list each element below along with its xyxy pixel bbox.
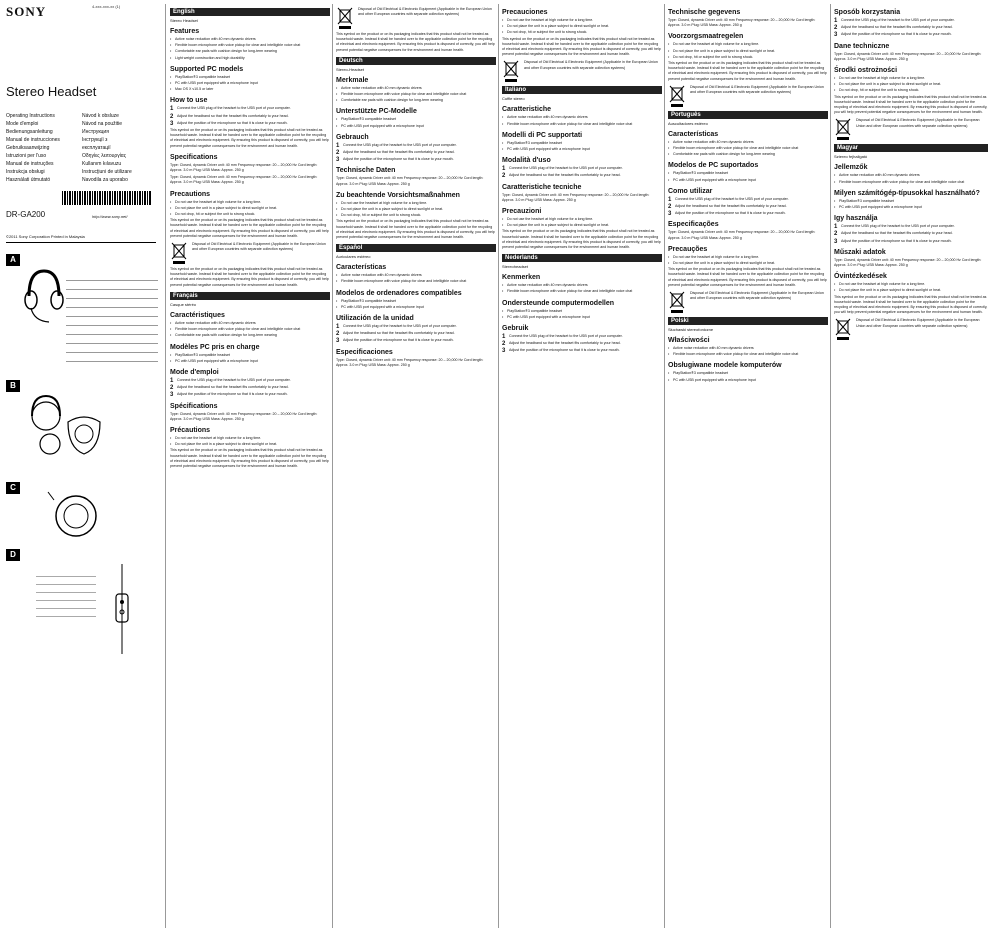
language-item: Navodila za uporabo <box>82 177 128 183</box>
step-item: 2 Adjust the headband so that the headset fits comfortably to your head. <box>170 113 289 120</box>
part-number: 4-xxx-xxx-xx (1) <box>92 4 121 9</box>
disposal-text: Disposal of Old Electrical & Electronic Equipment (Applicable in the European Union and other European countries with separate collection systems) <box>690 291 824 301</box>
language-header-spanish: Español <box>336 244 496 252</box>
weee-notice <box>668 291 828 313</box>
section-heading: Dane techniczne <box>834 42 890 50</box>
bullet-item: • PC with USB port equipped with a microphone input <box>502 147 662 152</box>
bullet-item: • PC with USB port equipped with a microphone input <box>834 205 988 210</box>
step-item: 2 Adjust the headband so that the headset fits comfortably to your head. <box>336 150 455 157</box>
copyright: ©2011 Sony Corporation Printed in Malaysia <box>6 234 156 243</box>
step-text: Connect the USB plug of the headset to the USB port of your computer. <box>841 224 955 229</box>
bullet-item: • Active noise reduction with 40 mm dynamic drivers <box>502 283 662 288</box>
bullet-item: • PlayStation®3 compatible headset <box>170 75 330 80</box>
section-heading: Especificaciones <box>336 348 393 356</box>
bullet-item: • Active noise reduction with 40 mm dynamic drivers <box>668 346 828 351</box>
subtitle: Stereo Headset <box>170 18 198 23</box>
step-item: 2 Adjust the headband so that the headset fits comfortably to your head. <box>502 341 621 348</box>
section-heading: Gebruik <box>502 325 529 333</box>
bullet-item: • PlayStation®3 compatible headset <box>834 199 988 204</box>
bullet-item: • Active noise reduction with 40 mm dynamic drivers <box>668 140 828 145</box>
language-item: Gebruiksaanwijzing <box>6 145 50 151</box>
crossed-bin-icon <box>170 242 188 264</box>
bullet-item: • Do not use the headset at high volume for a long time. <box>170 200 330 205</box>
subtitle: Casque stéréo <box>170 301 197 307</box>
disposal-text: Disposal of Old Electrical & Electronic Equipment (Applicable in the European Union and other European countries with separate collection systems) <box>856 118 980 128</box>
language-header-polish: Polski <box>668 317 828 325</box>
section-heading: Modelos de ordenadores compatibles <box>336 289 462 297</box>
product-title: Stereo Headset <box>6 84 97 99</box>
step-text: Connect the USB plug of the headset to the USB port of your computer. <box>343 142 457 147</box>
bullet-item: • PC with USB port equipped with a microphone input <box>502 315 662 320</box>
step-text: Adjust the headband so that the headset fits comfortably to your head. <box>343 331 455 336</box>
bullet-item: • Do not drop, hit or subject the unit to strong shock. <box>336 213 496 218</box>
language-item: Návod na použitie <box>82 121 123 127</box>
weee-notice <box>336 7 496 29</box>
bullet-item: • Comfortable ear pads with cushion design for long-term wearing <box>336 98 496 103</box>
step-text: Adjust the position of the microphone so that it is close to your mouth. <box>509 348 620 353</box>
step-text: Adjust the position of the microphone so that it is close to your mouth. <box>177 392 288 397</box>
subtitle: Auriculares estéreo <box>336 254 371 260</box>
section-heading: Supported PC models <box>170 65 244 73</box>
section-heading: Precauzioni <box>502 208 542 216</box>
bullet-item: • PC with USB port equipped with a microphone input <box>170 81 330 86</box>
language-list-left <box>6 112 60 184</box>
step-item: 1 Connect the USB plug of the headset to the USB port of your computer. <box>336 324 457 331</box>
weee-notice <box>834 118 988 140</box>
bullet-item: • Do not drop, hit or subject the unit to strong shock. <box>668 55 828 60</box>
step-item: 1 Connect the USB plug of the headset to the USB port of your computer. <box>502 166 623 173</box>
bullet-item: • Flexible boom microphone with voice pickup for clear and intelligible voice chat <box>502 122 662 127</box>
spec-lines: Type: Closed, dynamic Driver unit: 40 mm Frequency response: 20 – 20,000 Hz Cord length: Approx. 3.0 m Plug: USB Mass: Approx. 250 g <box>834 51 982 61</box>
section-heading: Gebrauch <box>336 133 369 141</box>
column-divider <box>830 4 831 928</box>
bullet-item: • Light weight construction and high durability <box>170 56 330 61</box>
language-item: Használati útmutató <box>6 177 51 183</box>
section-heading: Unterstützte PC-Modelle <box>336 108 417 116</box>
step-text: Adjust the position of the microphone so that it is close to your mouth. <box>841 238 952 243</box>
bullet-item: • Do not use the headset at high volume for a long time. <box>834 282 988 287</box>
step-text: Connect the USB plug of the headset to the USB port of your computer. <box>509 166 623 171</box>
crossed-bin-icon <box>336 7 354 29</box>
bullet-item: • Flexible boom microphone with voice pickup for clear and intelligible voice chat <box>502 289 662 294</box>
bullet-item: • Active noise reduction with 40 mm dynamic drivers <box>834 173 988 178</box>
step-item: 1 Connect the USB plug of the headset to the USB port of your computer. <box>834 18 955 24</box>
step-text: Adjust the headband so that the headset fits comfortably to your head. <box>841 231 953 236</box>
bullet-item: • Do not use the headset at high volume for a long time. <box>668 255 828 260</box>
column-divider <box>332 4 333 928</box>
section-heading: Specifications <box>170 153 218 161</box>
bullet-item: • Flexible boom microphone with voice pickup for clear and intelligible voice chat <box>668 352 828 357</box>
bullet-item: • Flexible boom microphone with voice pickup for clear and intelligible voice chat <box>170 327 330 332</box>
crossed-bin-icon <box>668 291 686 313</box>
figure-label-a: A <box>6 254 20 266</box>
bullet-item: • Comfortable ear pads with cushion design for long-term wearing <box>170 49 330 54</box>
bullet-item: • Comfortable ear pads with cushion design for long-term wearing <box>170 333 330 338</box>
section-heading: Caractéristiques <box>170 311 225 319</box>
step-item: 3 Adjust the position of the microphone so that it is close to your mouth. <box>170 392 288 399</box>
bullet-item: • Do not place the unit in a place subject to direct sunlight or heat. <box>170 442 330 447</box>
bullet-item: • Flexible boom microphone with voice pickup for clear and intelligible voice chat <box>336 92 496 97</box>
bullet-item: • Do not use the headset at high volume for a long time. <box>668 42 828 47</box>
section-heading: Środki ostrożności <box>834 67 898 75</box>
disposal-text: Disposal of Old Electrical & Electronic Equipment (Applicable in the European Union and other European countries with separate collection systems) <box>690 84 824 95</box>
bullet-item: • PC with USB port equipped with a microphone input <box>336 124 496 129</box>
bullet-item: • PC with USB port equipped with a microphone input <box>170 359 330 364</box>
step-text: Adjust the headband so that the headset fits comfortably to your head. <box>343 150 455 155</box>
bullet-item: • Flexible boom microphone with voice pickup for clear and intelligible voice chat <box>336 279 496 284</box>
language-item: експлуатації <box>82 145 111 151</box>
weee-notice <box>170 242 330 264</box>
language-item: Bedienungsanleitung <box>6 129 53 135</box>
step-item: 1 Connect the USB plug of the headset to the USB port of your computer. <box>336 142 457 149</box>
section-heading: Kenmerken <box>502 274 541 282</box>
figure-d-callouts <box>36 569 96 617</box>
paragraph: This symbol on the product or on its packaging indicates that this product shall not be treated as household waste. Instead it shall be handed over to the applicable collection point for the recycling of electrical and electronic equipment. By ensuring this product is disposed of correctly, you will help prevent potential negative consequences for the environment and human health. <box>668 267 827 287</box>
weee-notice <box>502 60 662 82</box>
section-heading: Caratteristiche <box>502 106 552 114</box>
step-item: 3 Adjust the position of the microphone so that it is close to your mouth. <box>170 120 288 127</box>
step-text: Connect the USB plug of the headset to the USB port of your computer. <box>509 334 623 339</box>
section-heading: Milyen számítógép-típusokkal használható? <box>834 189 980 197</box>
section-heading: Precauciones <box>502 9 548 16</box>
step-text: Adjust the position of the microphone so that it is close to your mouth. <box>343 338 454 343</box>
bullet-item: • Do not place the unit in a place subject to direct sunlight or heat. <box>336 207 496 212</box>
section-heading: Características <box>336 264 387 272</box>
step-text: Adjust the headband so that the headset fits comfortably to your head. <box>509 341 621 346</box>
bullet-item: • PC with USB port equipped with a microphone input <box>668 378 828 383</box>
disposal-text: Disposal of Old Electrical & Electronic Equipment (Applicable in the European Union and other European countries with separate collection systems) <box>856 318 980 328</box>
step-text: Connect the USB plug of the headset to the USB port of your computer. <box>841 18 955 22</box>
paragraph: This symbol on the product or on its packaging indicates that this product shall not be treated as household waste. Instead it shall be handed over to the applicable collection point for the recycling of electrical and electronic equipment. By ensuring this product is disposed of correctly, you will help prevent potential negative consequences for the environment and human health. <box>834 294 988 315</box>
section-heading: Features <box>170 28 200 35</box>
section-heading: Utilización de la unidad <box>336 315 414 323</box>
bullet-item: • PlayStation®3 compatible headset <box>668 371 828 376</box>
section-heading: Technische gegevens <box>668 9 741 16</box>
step-item: 2 Adjust the headband so that the headset fits comfortably to your head. <box>502 173 621 180</box>
bullet-item: • Do not use the headset at high volume for a long time. <box>170 436 330 441</box>
bullet-item: • Do not drop, hit or subject the unit to strong shock. <box>170 212 330 217</box>
spec-lines: Type: Closed, dynamic Driver unit: 40 mm Frequency response: 20 – 20,000 Hz Cord length: Approx. 3.0 m Plug: USB Mass: Approx. 250 g <box>170 162 318 173</box>
headset-figure-a <box>24 266 64 326</box>
section-heading: Modelos de PC suportados <box>668 162 759 170</box>
figure-label-b: B <box>6 380 20 392</box>
bullet-item: • Active noise reduction with 40 mm dynamic drivers <box>502 115 662 120</box>
step-item: 2 Adjust the headband so that the headset fits comfortably to your head. <box>668 204 787 211</box>
language-header-portuguese: Português <box>668 111 828 119</box>
bullet-item: • Active noise reduction with 40 mm dynamic drivers <box>170 321 330 326</box>
paragraph: This symbol on the product or on its packaging indicates that this product shall not be treated as household waste. Instead it shall be handed over to the applicable collection point for the recycling of electrical and electronic equipment. By ensuring this product is disposed of correctly, you will help prevent potential negative consequences for the environment and human health. <box>170 448 329 468</box>
bullet-item: • PlayStation®3 compatible headset <box>336 299 496 304</box>
section-heading: Merkmale <box>336 76 369 84</box>
barcode <box>62 191 152 205</box>
bullet-item: • Flexible boom microphone with voice pickup for clear and intelligible voice chat <box>834 180 988 185</box>
step-item: 2 Adjust the headband so that the headset fits comfortably to your head. <box>170 385 289 392</box>
bullet-item: • Do not place the unit in a place subject to direct sunlight or heat. <box>170 206 330 211</box>
section-heading: Precautions <box>170 190 211 198</box>
bullet-item: • PlayStation®3 compatible headset <box>502 141 662 146</box>
section-heading: Modèles PC pris en charge <box>170 343 260 351</box>
bullet-item: • PlayStation®3 compatible headset <box>668 171 828 176</box>
language-header-french: Français <box>170 292 330 300</box>
column-italian-dutch <box>502 4 662 928</box>
language-item: Kullanım kılavuzu <box>82 161 122 167</box>
section-heading: Óvintézkedések <box>834 273 887 281</box>
language-item: Návod k obsluze <box>82 113 119 119</box>
language-item: Інструкції з <box>82 137 108 143</box>
subtitle: Stereoheadset <box>502 264 529 270</box>
bullet-item: • Do not use the headset at high volume for a long time. <box>502 217 662 222</box>
subtitle: Auscultadores estéreo <box>668 120 708 126</box>
bullet-item: • PlayStation®3 compatible headset <box>336 117 496 122</box>
subtitle: Stereo-Headset <box>336 66 365 72</box>
paragraph: This symbol on the product or on its packaging indicates that this product shall not be treated as household waste. Instead it shall be handed over to the applicable collection point for the recycling of electrical and electronic equipment. By ensuring this product is disposed of correctly, you will help prevent potential negative consequences for the environment and human health. <box>336 219 495 240</box>
step-item: 2 Adjust the headband so that the headset fits comfortably to your head. <box>336 331 455 338</box>
spec-lines: Type: Closed, dynamic Driver unit: 40 mm Frequency response: 20 – 20,000 Hz Cord length: Approx. 3.0 m Plug: USB Mass: Approx. 250 g <box>502 192 650 202</box>
step-item: 1 Connect the USB plug of the headset to the USB port of your computer. <box>834 224 955 231</box>
language-list-right <box>82 112 132 184</box>
step-text: Connect the USB plug of the headset to the USB port of your computer. <box>343 324 457 329</box>
figure-a-callouts <box>66 272 158 362</box>
step-item: 1 Connect the USB plug of the headset to the USB port of your computer. <box>170 377 291 384</box>
figure-label-d: D <box>6 549 20 561</box>
step-item: 2 Adjust the headband so that the headset fits comfortably to your head. <box>834 231 953 238</box>
language-item: Istruzioni per l'uso <box>6 153 47 159</box>
language-header-dutch: Nederlands <box>502 254 662 262</box>
step-text: Connect the USB plug of the headset to the USB port of your computer. <box>675 196 789 201</box>
language-item: Mode d'emploi <box>6 121 39 127</box>
section-heading: Voorzorgsmaatregelen <box>668 33 744 41</box>
section-heading: Jellemzők <box>834 164 868 172</box>
language-item: Instrukcja obsługi <box>6 169 45 175</box>
step-item: 3 Adjust the position of the microphone so that it is close to your mouth. <box>834 32 952 39</box>
bullet-item: • Active noise reduction with 40 mm dynamic drivers <box>336 86 496 91</box>
section-heading: Ondersteunde computermodellen <box>502 299 615 307</box>
step-text: Adjust the headband so that the headset fits comfortably to your head. <box>177 385 289 390</box>
spec-lines: Type: Closed, dynamic Driver unit: 40 mm Frequency response: 20 – 20,000 Hz Cord length: Approx. 3.0 m Plug: USB Mass: Approx. 250 g <box>170 175 318 185</box>
bullet-item: • Active noise reduction with 40 mm dynamic drivers <box>336 273 496 278</box>
section-heading: Especificações <box>668 221 719 229</box>
section-heading: Modelli di PC supportati <box>502 131 583 139</box>
step-item: 1 Connect the USB plug of the headset to the USB port of your computer. <box>170 106 291 113</box>
language-header-italian: Italiano <box>502 86 662 94</box>
bullet-item: • Flexible boom microphone with voice pickup for clear and intelligible voice chat <box>668 146 828 151</box>
spec-lines: Type: Closed, dynamic Driver unit: 40 mm Frequency response: 20 – 20,000 Hz Cord length: Approx. 3.0 m Plug: USB Mass: Approx. 250 g <box>336 176 484 186</box>
paragraph: This symbol on the product or on its packaging indicates that this product shall not be treated as household waste. Instead it shall be handed over to the applicable collection point for the recycling of electrical and electronic equipment. By ensuring this product is disposed of correctly, you will help prevent potential negative consequences for the environment and human health. <box>170 128 329 148</box>
bullet-item: • Do not drop, hit or subject the unit to strong shock. <box>834 88 988 93</box>
language-item: Инструкция <box>82 129 109 135</box>
section-heading: Caratteristiche tecniche <box>502 183 582 191</box>
step-text: Adjust the headband so that the headset fits comfortably to your head. <box>177 113 289 118</box>
bullet-item: • Do not use the headset at high volume for a long time. <box>336 201 496 206</box>
language-header-hungarian: Magyar <box>834 144 988 152</box>
paragraph: This symbol on the product or on its packaging indicates that this product shall not be treated as household waste. Instead it shall be handed over to the applicable collection point for the recycling of electrical and electronic equipment. By ensuring this product is disposed of correctly, you will help prevent potential negative consequences for the environment and human health. <box>170 218 329 238</box>
section-heading: Modalità d'uso <box>502 157 551 165</box>
language-header-german: Deutsch <box>336 57 496 65</box>
control-unit-figure-d <box>102 564 142 654</box>
language-header-english: English <box>170 8 330 16</box>
bullet-item: • PlayStation®3 compatible headset <box>502 309 662 314</box>
spec-lines: Type: Closed, dynamic Driver unit: 40 mm Frequency response: 20 – 20,000 Hz Cord length: Approx. 3.0 m Plug: USB Mass: Approx. 250 g <box>668 18 816 28</box>
crossed-bin-icon <box>834 318 852 340</box>
language-item: Manual de instruções <box>6 161 54 167</box>
section-heading: Technische Daten <box>336 167 396 175</box>
paragraph: This symbol on the product or on its packaging indicates that this product shall not be treated as household waste. Instead it shall be handed over to the applicable collection point for the recycling of electrical and electronic equipment. By ensuring this product is disposed of correctly, you will help prevent potential negative consequences for the environment and human health. <box>170 267 329 287</box>
bullet-item: • Do not place the unit in a place subject to direct sunlight or heat. <box>834 288 988 293</box>
crossed-bin-icon <box>502 60 520 82</box>
step-item: 3 Adjust the position of the microphone so that it is close to your mouth. <box>502 348 620 355</box>
section-heading: Właściwości <box>668 337 710 345</box>
disposal-text: Disposal of Old Electrical & Electronic Equipment (Applicable in the European Union and other European countries with separate collection systems) <box>192 242 326 252</box>
crossed-bin-icon <box>668 85 686 107</box>
bullet-item: • Do not use the headset at high volume for a long time. <box>502 18 662 23</box>
section-heading: Műszaki adatok <box>834 248 886 256</box>
earcup-figure-c <box>46 490 106 542</box>
column-dutch-portuguese <box>668 4 828 928</box>
subtitle: Słuchawki stereofoniczne <box>668 327 714 333</box>
section-heading: Como utilizar <box>668 187 713 195</box>
step-item: 3 Adjust the position of the microphone so that it is close to your mouth. <box>834 238 952 245</box>
spec-lines: Type: Closed, dynamic Driver unit: 40 mm Frequency response: 20 – 20,000 Hz Cord length: Approx. 3.0 m Plug: USB Mass: Approx. 250 g <box>668 230 816 240</box>
step-item: 2 Adjust the headband so that the headset fits comfortably to your head. <box>834 25 953 32</box>
spec-lines: Type: Closed, dynamic Driver unit: 40 mm Frequency response: 20 – 20,000 Hz Cord length: Approx. 3.0 m Plug: USB Mass: Approx. 250 g <box>834 257 982 268</box>
bullet-item: • PC with USB port equipped with a microphone input <box>668 178 828 183</box>
column-english-french <box>170 4 330 928</box>
column-divider <box>664 4 665 928</box>
language-item: Οδηγίες λειτουργίας <box>82 153 127 159</box>
column-german-spanish <box>336 4 496 928</box>
section-heading: How to use <box>170 97 208 105</box>
bullet-item: • Do not place the unit in a place subject to direct sunlight or heat. <box>834 82 988 87</box>
section-heading: Spécifications <box>170 402 218 410</box>
section-heading: Sposób korzystania <box>834 9 901 16</box>
figure-label-c: C <box>6 482 20 494</box>
step-text: Adjust the headband so that the headset fits comfortably to your head. <box>841 25 953 30</box>
section-heading: Obsługiwane modele komputerów <box>668 362 782 370</box>
weee-notice <box>668 85 828 107</box>
bullet-item: • Do not place the unit in a place subject to direct sunlight or heat. <box>502 24 662 29</box>
bullet-item: • Do not place the unit in a place subject to direct sunlight or heat. <box>502 223 662 228</box>
step-text: Adjust the headband so that the headset fits comfortably to your head. <box>675 204 787 209</box>
bullet-item: • Do not use the headset at high volume for a long time. <box>834 76 988 81</box>
language-item: Operating Instructions <box>6 113 55 119</box>
bullet-item: • Comfortable ear pads with cushion design for long-term wearing <box>668 152 828 157</box>
bullet-item: • Do not place the unit in a place subject to direct sunlight or heat. <box>668 49 828 54</box>
bullet-item: • Flexible boom microphone with voice pickup for clear and intelligible voice chat <box>170 43 330 48</box>
column-polish-hungarian <box>834 4 988 928</box>
step-text: Adjust the position of the microphone so that it is close to your mouth. <box>343 157 454 162</box>
step-text: Adjust the position of the microphone so that it is close to your mouth. <box>841 32 952 37</box>
weee-notice <box>834 318 988 340</box>
bullet-item: • Mac OS X v10.5 or later <box>170 87 330 92</box>
disposal-text: Disposal of Old Electrical & Electronic Equipment (Applicable in the European Union and other European countries with separate collection systems) <box>524 60 658 70</box>
model-number: DR-GA200 <box>6 210 46 219</box>
paragraph: This symbol on the product or on its packaging indicates that this product shall not be treated as household waste. Instead it shall be handed over to the applicable collection point for the recycling of electrical and electronic equipment. By ensuring this product is disposed of correctly, you will help prevent potential negative consequences for the environment and human health. <box>668 61 827 81</box>
section-heading: Zu beachtende Vorsichtsmaßnahmen <box>336 191 460 199</box>
section-heading: Características <box>668 130 719 138</box>
paragraph: This symbol on the product or on its packaging indicates that this product shall not be treated as household waste. Instead it shall be handed over to the applicable collection point for the recycling of electrical and electronic equipment. By ensuring this product is disposed of correctly, you will help prevent potential negative consequences for the environment and human health. <box>502 36 661 57</box>
bullet-item: • PC with USB port equipped with a microphone input <box>336 305 496 310</box>
brand-logo: SONY <box>6 4 47 19</box>
step-text: Adjust the position of the microphone so that it is close to your mouth. <box>177 120 288 125</box>
spec-lines: Type: Closed, dynamic Driver unit: 40 mm Frequency response: 20 – 20,000 Hz Cord length: Approx. 3.0 m Plug: USB Mass: Approx. 250 g <box>170 411 318 421</box>
headset-wearing-figure-b <box>24 392 104 462</box>
bullet-item: • Do not drop, hit or subject the unit to strong shock. <box>502 30 662 35</box>
section-heading: Precauções <box>668 245 708 253</box>
disposal-text: Disposal of Old Electrical & Electronic Equipment (Applicable in the European Union and other European countries with separate collection systems) <box>358 7 492 17</box>
step-item: 1 Connect the USB plug of the headset to the USB port of your computer. <box>502 334 623 341</box>
crossed-bin-icon <box>834 118 852 140</box>
bullet-item: • PlayStation®3 compatible headset <box>170 353 330 358</box>
cover-column <box>6 4 161 928</box>
website-url: http://www.sony.net/ <box>92 214 128 219</box>
paragraph: This symbol on the product or on its packaging indicates that this product shall not be treated as household waste. Instead it shall be handed over to the applicable collection point for the recycling of electrical and electronic equipment. By ensuring this product is disposed of correctly, you will help prevent potential negative consequences for the environment and human health. <box>834 94 988 115</box>
paragraph: This symbol on the product or on its packaging indicates that this product shall not be treated as household waste. Instead it shall be handed over to the applicable collection point for the recycling of electrical and electronic equipment. By ensuring this product is disposed of correctly, you will help prevent potential negative consequences for the environment and human health. <box>336 32 495 52</box>
section-heading: Igy használja <box>834 215 878 223</box>
step-text: Adjust the position of the microphone so that it is close to your mouth. <box>675 211 786 216</box>
subtitle: Cuffie stereo <box>502 96 525 102</box>
bullet-item: • Do not place the unit in a place subject to direct sunlight or heat. <box>668 261 828 266</box>
section-heading: Mode d'emploi <box>170 368 219 376</box>
column-divider <box>165 4 166 928</box>
subtitle: Sztereo fejhallgató <box>834 154 868 160</box>
column-divider <box>498 4 499 928</box>
step-item: 3 Adjust the position of the microphone so that it is close to your mouth. <box>336 157 454 164</box>
step-text: Connect the USB plug of the headset to the USB port of your computer. <box>177 106 291 111</box>
step-item: 3 Adjust the position of the microphone so that it is close to your mouth. <box>336 338 454 345</box>
step-text: Adjust the headband so that the headset fits comfortably to your head. <box>509 173 621 178</box>
spec-lines: Type: Closed, dynamic Driver unit: 40 mm Frequency response: 20 – 20,000 Hz Cord length: Approx. 3.0 m Plug: USB Mass: Approx. 250 g <box>336 357 484 367</box>
step-item: 1 Connect the USB plug of the headset to the USB port of your computer. <box>668 196 789 203</box>
language-item: Instrucţiuni de utilizare <box>82 169 132 175</box>
step-item: 3 Adjust the position of the microphone so that it is close to your mouth. <box>668 211 786 218</box>
bullet-item: • Active noise reduction with 40 mm dynamic drivers <box>170 37 330 42</box>
section-heading: Précautions <box>170 426 211 434</box>
paragraph: This symbol on the product or on its packaging indicates that this product shall not be treated as household waste. Instead it shall be handed over to the applicable collection point for the recycling of electrical and electronic equipment. By ensuring this product is disposed of correctly, you will help prevent potential negative consequences for the environment and human health. <box>502 229 661 250</box>
step-text: Connect the USB plug of the headset to the USB port of your computer. <box>177 377 291 382</box>
language-item: Manual de instrucciones <box>6 137 60 143</box>
